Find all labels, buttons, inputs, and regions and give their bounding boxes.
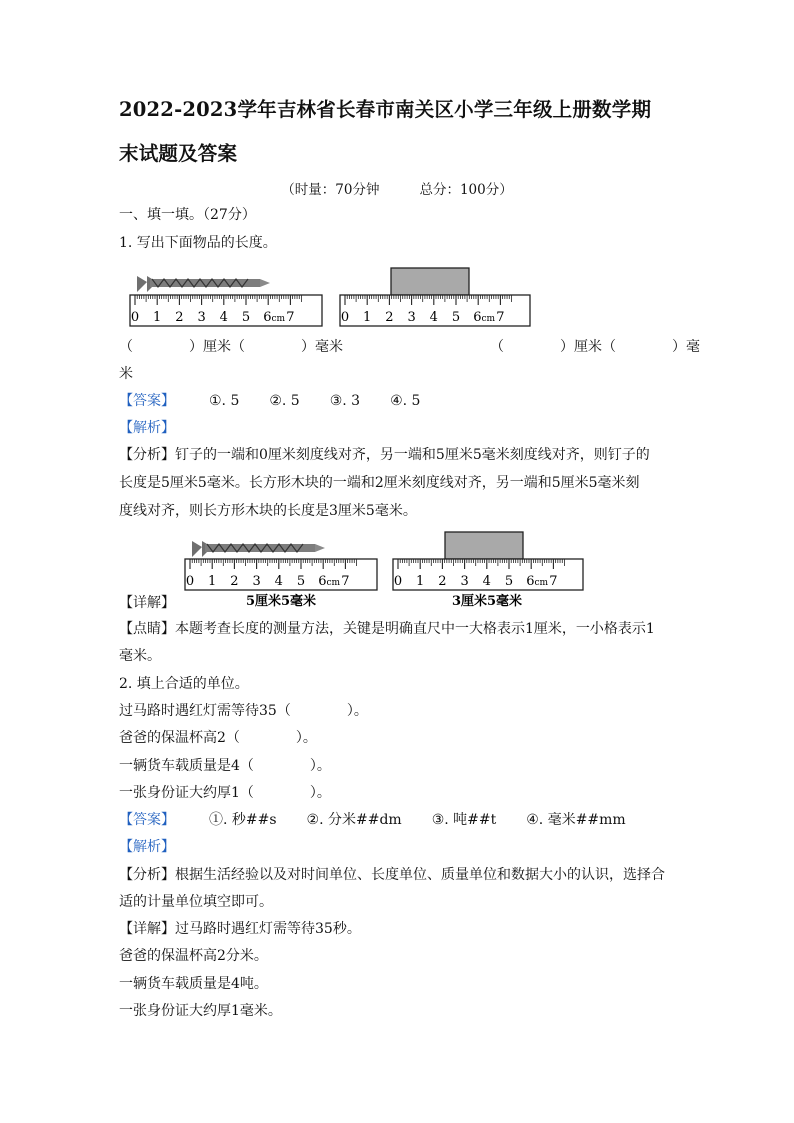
ruler-label: 5 — [241, 310, 251, 325]
ruler-label: 2 — [438, 574, 447, 589]
ruler-label: 0 — [130, 310, 140, 325]
q1-question: 1. 写出下面物品的长度。 — [119, 235, 277, 251]
section-heading: 一、填一填。（27分） — [119, 207, 256, 223]
q2-item-3: 一辆货车载质量是4（ ）。 — [119, 758, 331, 774]
q2-item-2: 爸爸的保温杯高2（ ）。 — [119, 730, 317, 746]
q2-answer-4: ④. 毫米##mm — [526, 812, 626, 828]
q2-analysis-l1: 【分析】根据生活经验以及对时间单位、长度单位、质量单位和数据大小的认识，选择合 — [119, 867, 665, 883]
q1-answer-4: ④. 5 — [390, 393, 421, 409]
ruler-label: 1 — [416, 574, 425, 589]
ruler-label: 1 — [363, 310, 372, 325]
q2-analysis-tag: 【解析】 — [119, 839, 175, 855]
q2-answer-2: ②. 分米##dm — [306, 812, 402, 828]
ruler-label: 4 — [482, 574, 491, 589]
ruler-figure-2 — [175, 526, 595, 612]
q2-analysis-l2: 适的计量单位填空即可。 — [119, 894, 273, 910]
q1-analysis-l1: 【分析】钉子的一端和0厘米刻度线对齐，另一端和5厘米5毫米刻度线对齐，则钉子的 — [119, 447, 650, 463]
doc-title-line2: 末试题及答案 — [119, 142, 238, 165]
ruler-label: 3 — [407, 310, 416, 325]
doc-title-line1: 2022-2023学年吉林省长春市南关区小学三年级上册数学期 — [119, 98, 652, 121]
ruler-label: 3 — [197, 310, 206, 325]
ruler-label: 3 — [252, 574, 261, 589]
ruler-right — [340, 295, 530, 326]
ruler-label: 4 — [274, 574, 283, 589]
caption-right: 3厘米5毫米 — [451, 594, 523, 609]
ruler-label: 0 — [185, 574, 195, 589]
q1-answer-3: ③. 3 — [329, 393, 361, 409]
answer-tag-2: 【答案】 — [119, 812, 175, 828]
ruler-label: 3 — [460, 574, 469, 589]
wood-block-2 — [445, 532, 523, 559]
q1-analysis-tag: 【解析】 — [119, 420, 175, 436]
exam-meta — [0, 178, 794, 198]
ruler-label: 7 — [286, 310, 295, 325]
q1-point-l1: 【点睛】本题考查长度的测量方法，关键是明确直尺中一大格表示1厘米，一小格表示1 — [119, 621, 655, 637]
q2-detail-l3: 一辆货车载质量是4吨。 — [119, 976, 268, 992]
ruler-left-2 — [185, 559, 377, 590]
ruler-label: 6cm — [318, 574, 341, 589]
caption-left: 5厘米5毫米 — [245, 594, 317, 609]
exam-time: （时量：70分钟 — [281, 182, 380, 198]
wood-block — [391, 268, 469, 295]
ruler-label: 0 — [340, 310, 350, 325]
ruler-label: 6cm — [263, 310, 286, 325]
ruler-label: 5 — [504, 574, 514, 589]
nail-left-2 — [192, 541, 325, 557]
ruler-label: 1 — [208, 574, 217, 589]
ruler-label: 5 — [296, 574, 306, 589]
ruler-label: 6cm — [473, 310, 496, 325]
q1-analysis-l3: 度线对齐，则长方形木块的长度是3厘米5毫米。 — [119, 503, 417, 519]
nail-left — [137, 276, 270, 292]
q2-detail-l4: 一张身份证大约厚1毫米。 — [119, 1003, 282, 1019]
q1-detail-tag: 【详解】 — [119, 595, 175, 611]
q1-point-l2: 毫米。 — [119, 648, 161, 664]
answer-tag: 【答案】 — [119, 393, 175, 409]
ruler-left — [130, 295, 322, 326]
q1-analysis-l2: 长度是5厘米5毫米。长方形木块的一端和2厘米刻度线对齐，另一端和5厘米5毫米刻 — [119, 475, 640, 491]
ruler-label: 2 — [175, 310, 184, 325]
ruler-figure-1 — [120, 262, 540, 332]
q2-item-1: 过马路时遇红灯需等待35（ ）。 — [119, 703, 368, 719]
ruler-label: 5 — [451, 310, 461, 325]
ruler-label: 7 — [549, 574, 558, 589]
q2-question: 2. 填上合适的单位。 — [119, 676, 249, 692]
q2-detail-l2: 爸爸的保温杯高2分米。 — [119, 948, 268, 964]
q1-blanks-wrap: 米 — [119, 366, 133, 382]
q2-item-4: 一张身份证大约厚1（ ）。 — [119, 785, 331, 801]
ruler-label: 4 — [429, 310, 438, 325]
q2-answer-1: ①. 秒##s — [209, 812, 277, 828]
q1-answer-2: ②. 5 — [269, 393, 300, 409]
q2-detail-l1: 【详解】过马路时遇红灯需等待35秒。 — [119, 921, 361, 937]
ruler-label: 2 — [230, 574, 239, 589]
q1-blanks: （ ）厘米（ ）毫米 （ ）厘米（ ）毫 — [119, 339, 700, 355]
q1-answer-line — [119, 391, 450, 411]
q2-answer-line — [119, 810, 656, 830]
ruler-label: 2 — [385, 310, 394, 325]
ruler-label: 7 — [341, 574, 350, 589]
ruler-label: 0 — [393, 574, 403, 589]
ruler-right-2 — [393, 559, 583, 590]
ruler-label: 4 — [219, 310, 228, 325]
q2-answer-3: ③. 吨##t — [431, 812, 497, 828]
ruler-label: 7 — [496, 310, 505, 325]
ruler-label: 1 — [153, 310, 162, 325]
q1-answer-1: ①. 5 — [209, 393, 240, 409]
ruler-label: 6cm — [526, 574, 549, 589]
exam-score: 总分：100分） — [419, 182, 513, 198]
